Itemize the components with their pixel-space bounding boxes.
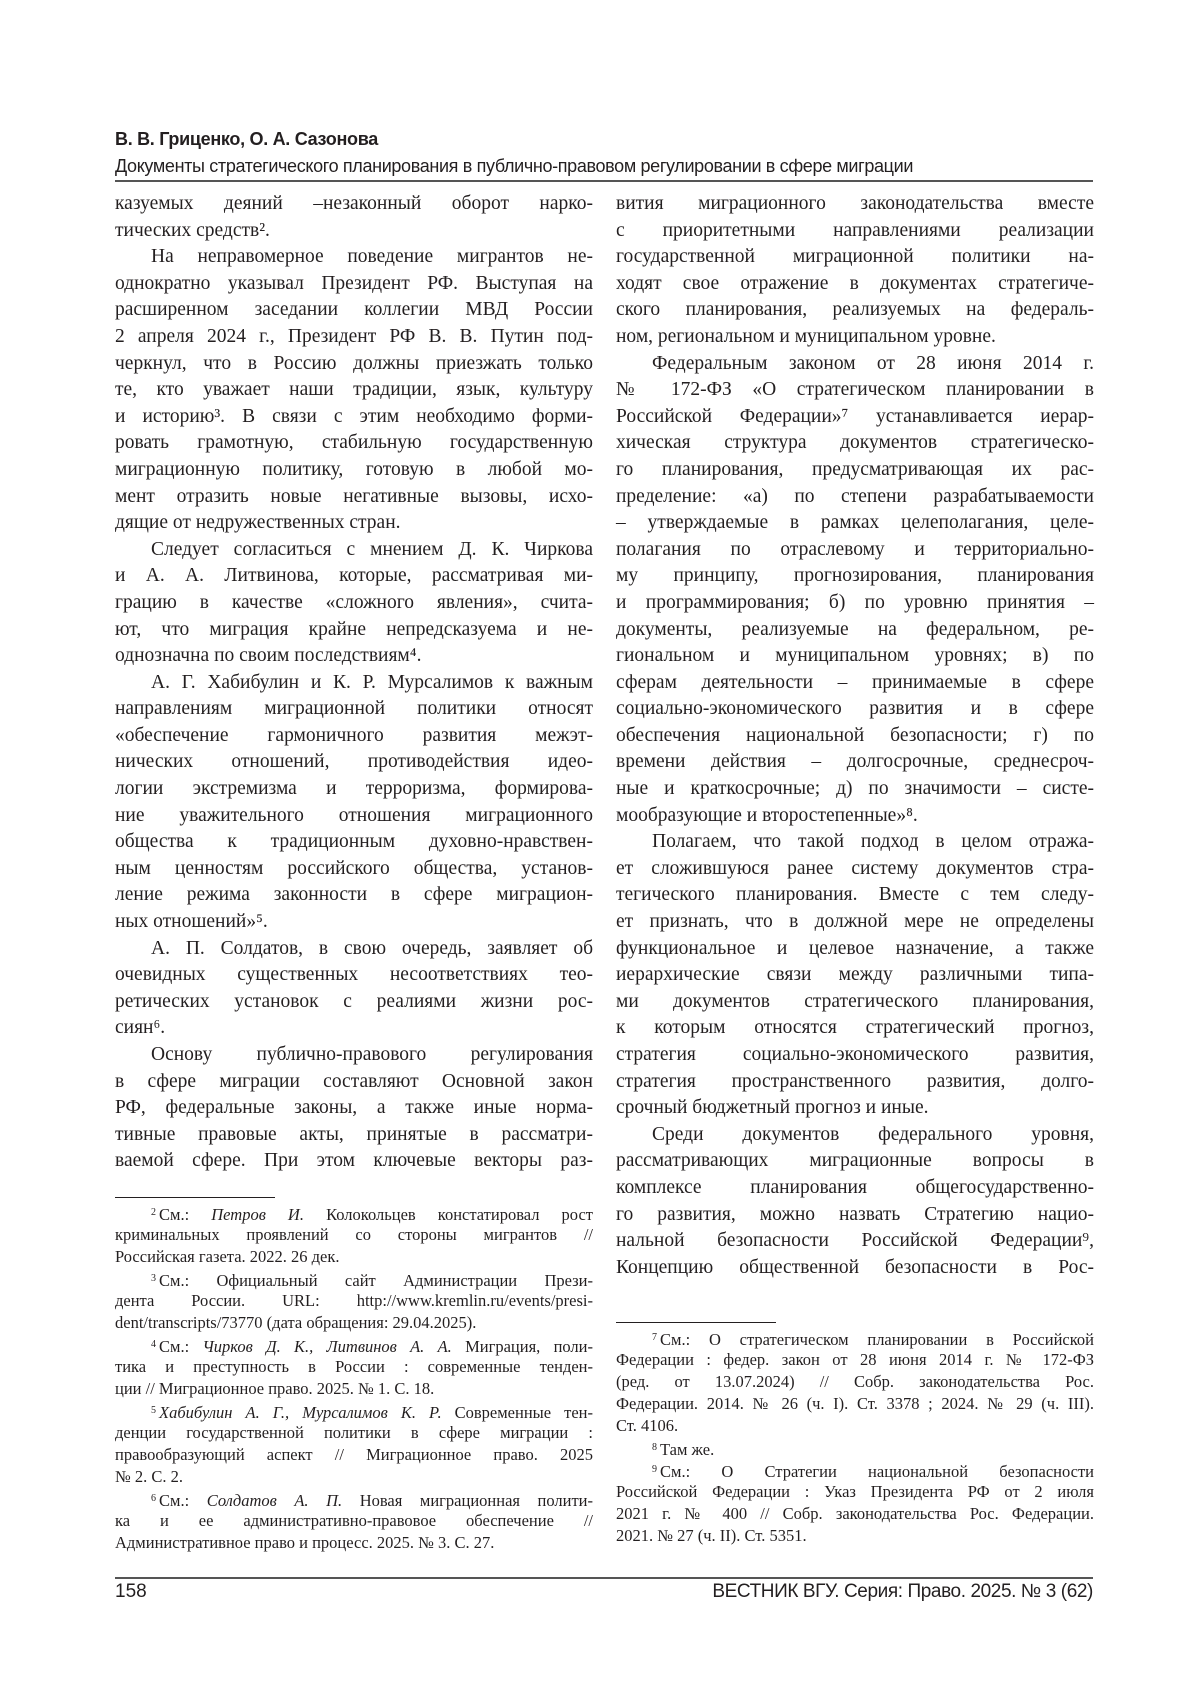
footnote-number: 7 [652,1332,657,1343]
text-line: казуемых деяний –незаконный оборот нарко- [115,191,593,218]
paragraph [616,1122,1094,1282]
text-line: и программирования; б) по уровню принятия – [616,590,1094,617]
footnote-text: ка и ее административно-правовое обеспечение // [115,1511,593,1530]
footnote [115,1400,593,1488]
text-line: А. Г. Хабибулин и К. Р. Мурсалимов к важным [115,670,593,697]
footnote-text: См.: [159,1337,202,1356]
text-line: Основу публично-правового регулирования [115,1042,593,1069]
text-line: ского планирования, реализуемых на федераль- [616,297,1094,324]
footnote-text: 2021. № 27 (ч. II). Ст. 5351. [616,1526,807,1545]
text-line: мообразующие и второстепенные»⁸. [616,803,1094,830]
text-line: очевидных существенных несоответствиях тео- [115,962,593,989]
footnote-text: Современные тен- [442,1403,593,1422]
text-line: рассматривающих миграционные вопросы в [616,1148,1094,1175]
footnote-text: Федерации. 2014. № 26 (ч. I). Ст. 3378 ; 2024. № 29 (ч. III). [616,1394,1094,1413]
footnote [115,1268,593,1334]
paragraph [616,351,1094,830]
footnote-text: См.: Официальный сайт Администрации Прези- [159,1271,593,1290]
text-line: тивные правовые акты, принятые в рассматри- [115,1122,593,1149]
text-line: ми документов стратегического планирования, [616,989,1094,1016]
text-line: ровать грамотную, стабильную государственную [115,430,593,457]
footnote-number: 3 [151,1273,156,1284]
footnote-line [115,1422,593,1444]
footnote-line [616,1349,1094,1371]
footnote-text: См.: О стратегическом планировании в Российской [660,1330,1094,1349]
text-line: полагания по отраслевому и территориально- [616,537,1094,564]
paragraph [115,1042,593,1175]
footer-divider [115,1577,1093,1579]
text-line: ние уважительного отношения миграционного [115,803,593,830]
text-line: Российской Федерации»⁷ устанавливается иерар- [616,404,1094,431]
text-line: иерархические связи между различными типа- [616,962,1094,989]
paragraph [616,829,1094,1122]
footnote-text: криминальных проявлений со стороны мигрантов // [115,1225,593,1244]
text-line: ходят свое отражение в документах стратегиче- [616,271,1094,298]
footnote-number: 9 [652,1464,657,1475]
text-line: сферам деятельности – принимаемые в сфере [616,670,1094,697]
text-line: дящие от недружественных стран. [115,510,593,537]
footnote-line [115,1378,593,1400]
body-column-right [616,191,1094,1281]
footnote-line [616,1437,1094,1459]
text-line: стратегия социально-экономического развития, [616,1042,1094,1069]
footnote-line [115,1444,593,1466]
text-line: и историю³. В связи с этим необходимо форми- [115,404,593,431]
footnote-author-italic: Чирков Д. К., Литвинов А. А. [202,1337,451,1356]
text-line: стратегия пространственного развития, долго- [616,1069,1094,1096]
footnote [616,1327,1094,1437]
footnote-text: (ред. от 13.07.2024) // Собр. законодательства Рос. [616,1372,1094,1391]
footnotes-left [115,1202,593,1554]
paragraph [115,191,593,244]
footnote-line [115,1202,593,1224]
footnote-text: Миграция, поли- [452,1337,593,1356]
footnote-text: Новая миграционная полити- [342,1491,593,1510]
footnote-number: 2 [151,1207,156,1218]
body-column-left [115,191,593,1175]
footnote-text: Ст. 4106. [616,1416,678,1435]
footnote-text: Там же. [660,1440,714,1459]
footnote-line [115,1268,593,1290]
text-line: нальной безопасности Российской Федерации⁹, [616,1228,1094,1255]
footnote [115,1488,593,1554]
footnote-author-italic: Петров И. [211,1205,304,1224]
footnote-text: Российская газета. 2022. 26 дек. [115,1247,340,1266]
text-line: РФ, федеральные законы, а также иные норма- [115,1095,593,1122]
footnote-text: См.: [159,1491,207,1510]
footnote-line [115,1224,593,1246]
text-line: Следует согласиться с мнением Д. К. Чиркова [115,537,593,564]
text-line: к которым относятся стратегический прогноз, [616,1015,1094,1042]
header-divider [115,180,1093,182]
footnote-line [616,1415,1094,1437]
footnote-text: Административное право и процесс. 2025. № 3. С. 27. [115,1533,494,1552]
text-line: направлениям миграционной политики относят [115,696,593,723]
text-line: На неправомерное поведение мигрантов не- [115,244,593,271]
footnote-text: ции // Миграционное право. 2025. № 1. С. 18. [115,1379,434,1398]
footnote-text: дента России. URL: http://www.kremlin.ru/events/presi- [115,1291,593,1310]
footnote-line [115,1334,593,1356]
text-line: те, кто уважает наши традиции, язык, культуру [115,377,593,404]
running-header-authors: В. В. Гриценко, О. А. Сазонова [115,129,378,150]
footnote-line [115,1246,593,1268]
footnote [616,1437,1094,1459]
text-line: социально-экономического развития и в сфере [616,696,1094,723]
text-line: государственной миграционной политики на- [616,244,1094,271]
footnote [616,1459,1094,1547]
text-line: и А. А. Литвинова, которые, рассматривая ми- [115,563,593,590]
footnote-author-italic: Хабибулин А. Г., Мурсалимов К. Р. [159,1403,442,1422]
text-line: сиян⁶. [115,1015,593,1042]
text-line: го планирования, предусматривающая их рас- [616,457,1094,484]
text-line: Среди документов федерального уровня, [616,1122,1094,1149]
footnote-line [115,1510,593,1532]
text-line: ные и краткосрочные; д) по значимости – систе- [616,776,1094,803]
text-line: нических отношений, противодействия идео- [115,749,593,776]
footnote [115,1202,593,1268]
footnote-text: 2021 г. № 400 // Собр. законодательства Рос. Федерации. [616,1504,1094,1523]
text-line: однозначна по своим последствиям⁴. [115,643,593,670]
paragraph [115,244,593,537]
page-number: 158 [115,1581,147,1603]
text-line: в сфере миграции составляют Основной закон [115,1069,593,1096]
footnote-line [115,1400,593,1422]
text-line: му принципу, прогнозирования, планирования [616,563,1094,590]
text-line: № 172-ФЗ «О стратегическом планировании в [616,377,1094,404]
text-line: общества к традиционным духовно-нравствен- [115,829,593,856]
footnote-text: денции государственной политики в сфере миграции : [115,1423,593,1442]
footnote-line [115,1312,593,1334]
footnote-text: См.: [159,1205,211,1224]
footnote-divider-left [115,1197,275,1198]
footnote-line [616,1503,1094,1525]
text-line: хическая структура документов стратегическо- [616,430,1094,457]
text-line: времени действия – долгосрочные, среднесроч- [616,749,1094,776]
text-line: комплексе планирования общегосударственно- [616,1175,1094,1202]
text-line: ление режима законности в сфере миграцион- [115,882,593,909]
text-line: черкнул, что в Россию должны приезжать только [115,351,593,378]
text-line: функциональное и целевое назначение, а также [616,936,1094,963]
footnote-line [115,1488,593,1510]
footnote-text: Российской Федерации : Указ Президента РФ от 2 июля [616,1482,1094,1501]
text-line: мент отразить новые негативные вызовы, исхо- [115,484,593,511]
footnote-text: Федерации : федер. закон от 28 июня 2014 г. № 172-ФЗ [616,1350,1094,1369]
footnotes-right [616,1327,1094,1547]
journal-title: ВЕСТНИК ВГУ. Серия: Право. 2025. № 3 (62) [712,1581,1093,1603]
footnote-line [616,1481,1094,1503]
text-line: тегического планирования. Вместе с тем следу- [616,882,1094,909]
text-line: го развития, можно назвать Стратегию нацио- [616,1202,1094,1229]
text-line: Федеральным законом от 28 июня 2014 г. [616,351,1094,378]
text-line: – утверждаемые в рамках целеполагания, целе- [616,510,1094,537]
text-line: ет сложившуюся ранее систему документов стра- [616,856,1094,883]
footnote-text: Колокольцев констатировал рост [304,1205,593,1224]
text-line: «обеспечение гармоничного развития межэт- [115,723,593,750]
text-line: гиональном и муниципальном уровнях; в) по [616,643,1094,670]
text-line: ет признать, что в должной мере не определены [616,909,1094,936]
text-line: ретических установок с реалиями жизни рос- [115,989,593,1016]
footnote-line [616,1459,1094,1481]
running-header-title: Документы стратегического планирования в публично-правовом регулировании в сфере миграции [115,156,913,177]
footnote-divider-right [616,1322,776,1323]
footnote-number: 5 [151,1405,156,1416]
text-line: ном, региональном и муниципальном уровне. [616,324,1094,351]
text-line: ваемой сфере. При этом ключевые векторы раз- [115,1148,593,1175]
text-line: логии экстремизма и терроризма, формирова- [115,776,593,803]
footnote-line [115,1532,593,1554]
footnote-line [115,1290,593,1312]
paragraph [115,670,593,936]
text-line: ным ценностям российского общества, установ- [115,856,593,883]
text-line: грацию в качестве «сложного явления», счита- [115,590,593,617]
footnote-number: 8 [652,1442,657,1453]
footnote-line [616,1525,1094,1547]
footnote-text: См.: О Стратегии национальной безопасности [660,1462,1094,1481]
paragraph [115,537,593,670]
footnote-number: 6 [151,1493,156,1504]
footnote-text: тика и преступность в России : современные тенден- [115,1357,593,1376]
text-line: 2 апреля 2024 г., Президент РФ В. В. Путин под- [115,324,593,351]
text-line: ют, что миграция крайне непредсказуема и не- [115,617,593,644]
footnote-line [616,1371,1094,1393]
text-line: документы, реализуемые на федеральном, ре- [616,617,1094,644]
paragraph [616,191,1094,351]
paragraph [115,936,593,1042]
footnote-line [616,1393,1094,1415]
footnote [115,1334,593,1400]
footnote-line [115,1466,593,1488]
footnote-author-italic: Солдатов А. П. [207,1491,342,1510]
text-line: А. П. Солдатов, в свою очередь, заявляет об [115,936,593,963]
text-line: пределение: «а) по степени разрабатываемости [616,484,1094,511]
footnote-text: № 2. С. 2. [115,1467,183,1486]
footnote-number: 4 [151,1339,156,1350]
footnote-line [115,1356,593,1378]
text-line: ных отношений»⁵. [115,909,593,936]
text-line: расширенном заседании коллегии МВД России [115,297,593,324]
text-line: Полагаем, что такой подход в целом отража- [616,829,1094,856]
text-line: срочный бюджетный прогноз и иные. [616,1095,1094,1122]
text-line: тических средств². [115,218,593,245]
footnote-text: dent/transcripts/73770 (дата обращения: 29.04.2025). [115,1313,476,1332]
text-line: вития миграционного законодательства вместе [616,191,1094,218]
footnote-text: правообразующий аспект // Миграционное право. 2025 [115,1445,593,1464]
text-line: с приоритетными направлениями реализации [616,218,1094,245]
footnote-line [616,1327,1094,1349]
text-line: однократно указывал Президент РФ. Выступая на [115,271,593,298]
text-line: миграционную политику, готовую в любой мо- [115,457,593,484]
text-line: Концепцию общественной безопасности в Рос- [616,1255,1094,1282]
text-line: обеспечения национальной безопасности; г) по [616,723,1094,750]
